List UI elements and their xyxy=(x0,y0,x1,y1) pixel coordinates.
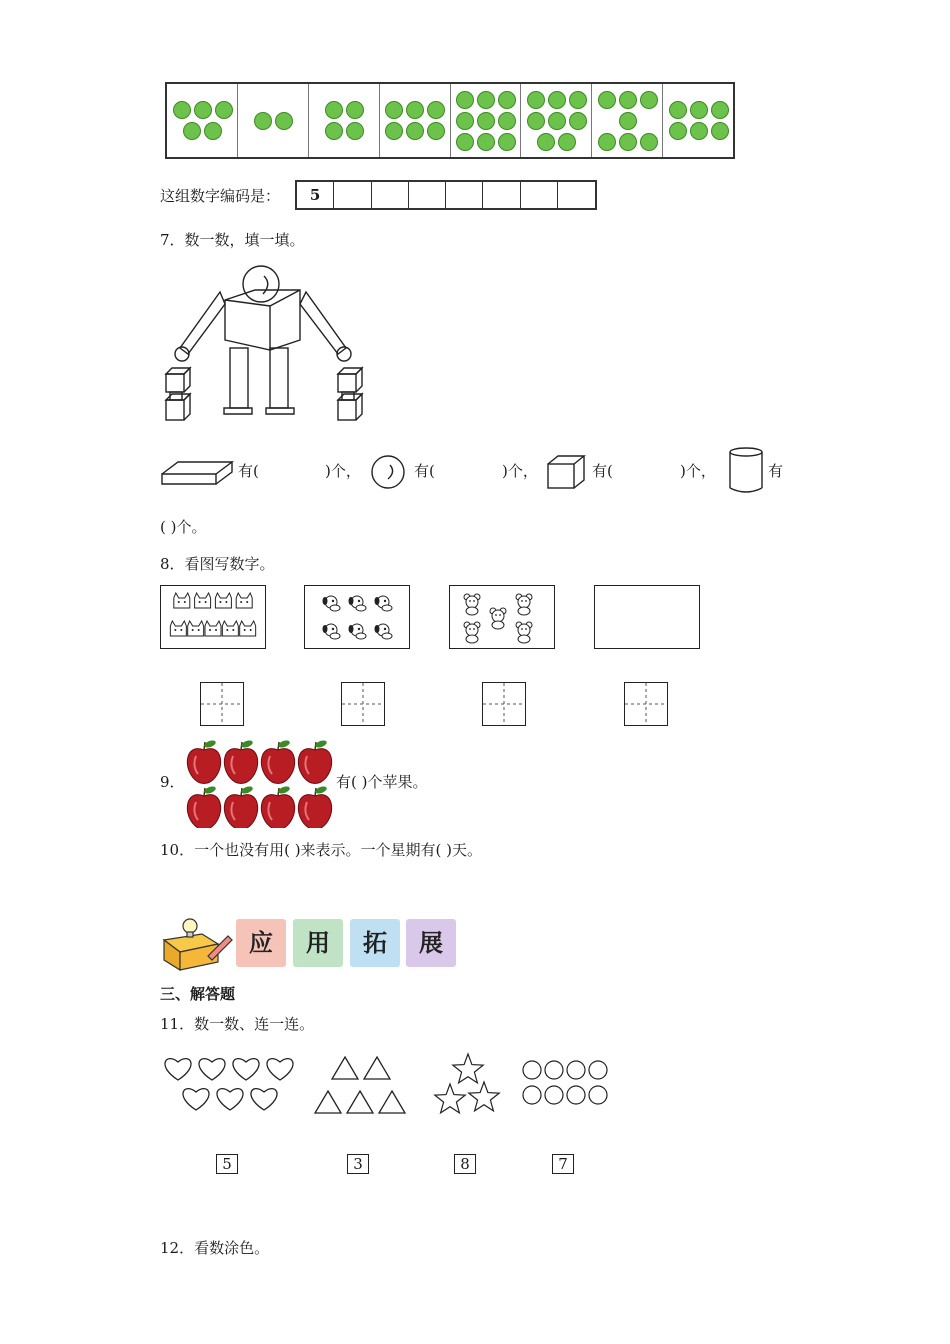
q7-fill-3: 有( xyxy=(592,462,613,480)
dog-icon xyxy=(349,596,367,611)
apple-icon xyxy=(224,739,257,783)
green-dot xyxy=(325,101,343,119)
cat-icon xyxy=(215,593,231,608)
hearts-group xyxy=(160,1050,300,1120)
circles-group xyxy=(520,1056,610,1110)
green-dot xyxy=(346,122,364,140)
cat-icon xyxy=(236,593,252,608)
green-dot xyxy=(173,101,191,119)
bear-icon xyxy=(516,622,532,643)
apple-icon xyxy=(224,785,257,828)
code-cell[interactable] xyxy=(521,182,558,208)
green-dot xyxy=(406,101,424,119)
apple-icon xyxy=(298,739,331,783)
cuboid-icon xyxy=(160,456,236,486)
answer-grid-box[interactable] xyxy=(482,682,526,726)
apple-icon xyxy=(187,785,220,828)
answer-grid-box[interactable] xyxy=(200,682,244,726)
dot-card xyxy=(451,84,522,157)
green-dot xyxy=(640,91,658,109)
green-dot xyxy=(558,133,576,151)
q7-fill-4: 有 xyxy=(768,462,784,480)
code-cell[interactable] xyxy=(446,182,483,208)
picture-box-empty xyxy=(594,585,700,649)
answer-grid-box[interactable] xyxy=(341,682,385,726)
green-dot xyxy=(456,91,474,109)
green-dot xyxy=(537,133,555,151)
q9-text: 有( )个苹果。 xyxy=(336,773,428,791)
cylinder-icon xyxy=(728,446,764,496)
cat-icon xyxy=(222,621,238,636)
answer-grid-box[interactable] xyxy=(624,682,668,726)
star-shape xyxy=(435,1084,465,1113)
code-label: 这组数字编码是： xyxy=(160,187,281,205)
cat-icon xyxy=(240,621,256,636)
q11-title: 11．数一数、连一连。 xyxy=(160,1015,315,1033)
green-dot xyxy=(619,91,637,109)
banner-tile: 用 xyxy=(293,919,343,967)
star-shape xyxy=(453,1054,483,1083)
bear-icon xyxy=(464,622,480,643)
cube-icon xyxy=(546,454,586,490)
green-dot xyxy=(215,101,233,119)
dot-card xyxy=(592,84,663,157)
heart-shape xyxy=(233,1059,259,1080)
apple-icon xyxy=(187,739,220,783)
circle-shape xyxy=(567,1061,585,1079)
cat-icon xyxy=(170,621,186,636)
cat-icon xyxy=(205,621,221,636)
dot-card xyxy=(663,84,733,157)
circle-shape xyxy=(567,1086,585,1104)
dog-icon xyxy=(349,624,367,639)
q7-fill-1-end: )个， xyxy=(325,462,361,480)
green-dot xyxy=(385,101,403,119)
q7-fill-1: 有( xyxy=(238,462,259,480)
green-dot xyxy=(385,122,403,140)
apple-icon xyxy=(261,739,294,783)
triangle-shape xyxy=(315,1091,341,1113)
bear-icon xyxy=(516,594,532,615)
number-box[interactable]: 3 xyxy=(347,1154,369,1174)
picture-box-dogs xyxy=(304,585,410,649)
code-cell[interactable] xyxy=(409,182,446,208)
code-cell[interactable] xyxy=(483,182,520,208)
green-dot xyxy=(498,133,516,151)
green-dot xyxy=(690,101,708,119)
green-dot xyxy=(477,91,495,109)
code-cell[interactable] xyxy=(334,182,371,208)
banner-tile: 展 xyxy=(406,919,456,967)
q7-line2: ( )个。 xyxy=(160,518,207,536)
heart-shape xyxy=(183,1089,209,1110)
picture-box-cats xyxy=(160,585,266,649)
triangles-group xyxy=(310,1050,410,1120)
green-dot xyxy=(254,112,272,130)
bear-group xyxy=(450,586,554,648)
q9-number: 9． xyxy=(160,773,185,791)
section-heading: 三、解答题 xyxy=(160,985,236,1003)
circle-shape xyxy=(545,1086,563,1104)
picture-box-bears xyxy=(449,585,555,649)
green-dot xyxy=(669,101,687,119)
green-dot xyxy=(569,112,587,130)
dog-group xyxy=(305,586,409,648)
green-dot xyxy=(669,122,687,140)
q7-fill-3-end: )个， xyxy=(680,462,716,480)
green-dot xyxy=(640,133,658,151)
green-dot xyxy=(548,112,566,130)
green-dot xyxy=(427,122,445,140)
green-dot xyxy=(619,112,637,130)
green-dot xyxy=(711,101,729,119)
green-dot xyxy=(456,133,474,151)
stars-group xyxy=(430,1050,504,1120)
triangle-shape xyxy=(379,1091,405,1113)
dot-card xyxy=(238,84,309,157)
number-box[interactable]: 8 xyxy=(454,1154,476,1174)
green-dot xyxy=(598,133,616,151)
green-dot xyxy=(204,122,222,140)
q8-title: 8．看图写数字。 xyxy=(160,555,275,573)
banner-tile: 应 xyxy=(236,919,286,967)
heart-shape xyxy=(165,1059,191,1080)
green-dot xyxy=(406,122,424,140)
green-dot xyxy=(183,122,201,140)
dot-card xyxy=(309,84,380,157)
dot-card xyxy=(521,84,592,157)
green-dot xyxy=(598,91,616,109)
green-dot xyxy=(527,91,545,109)
banner-tile: 拓 xyxy=(350,919,400,967)
circle-shape xyxy=(545,1061,563,1079)
q12-title: 12．看数涂色。 xyxy=(160,1239,270,1257)
code-cell: 5 xyxy=(297,182,334,208)
heart-shape xyxy=(199,1059,225,1080)
apple-icon xyxy=(261,785,294,828)
cat-icon xyxy=(174,593,190,608)
dot-card-strip xyxy=(165,82,735,159)
star-shape xyxy=(469,1082,499,1111)
green-dot xyxy=(569,91,587,109)
dog-icon xyxy=(323,596,341,611)
dog-icon xyxy=(375,596,393,611)
green-dot xyxy=(548,91,566,109)
green-dot xyxy=(711,122,729,140)
triangle-shape xyxy=(364,1057,390,1079)
code-cell[interactable] xyxy=(558,182,595,208)
dog-icon xyxy=(323,624,341,639)
green-dot xyxy=(690,122,708,140)
cat-icon xyxy=(195,593,211,608)
number-box[interactable]: 7 xyxy=(552,1154,574,1174)
dot-card xyxy=(167,84,238,157)
sphere-icon xyxy=(370,455,408,489)
green-dot xyxy=(477,112,495,130)
q7-fill-2-end: )个， xyxy=(502,462,538,480)
cat-group xyxy=(161,586,265,648)
dog-icon xyxy=(375,624,393,639)
heart-shape xyxy=(267,1059,293,1080)
q7-title: 7．数一数，填一填。 xyxy=(160,231,305,249)
robot-figure xyxy=(160,262,380,427)
triangle-shape xyxy=(347,1091,373,1113)
number-box[interactable]: 5 xyxy=(216,1154,238,1174)
heart-shape xyxy=(251,1089,277,1110)
dot-card xyxy=(380,84,451,157)
circle-shape xyxy=(523,1086,541,1104)
q7-fill-2: 有( xyxy=(414,462,435,480)
green-dot xyxy=(456,112,474,130)
green-dot xyxy=(346,101,364,119)
q10-text: 10．一个也没有用( )来表示。一个星期有( )天。 xyxy=(160,841,483,859)
green-dot xyxy=(325,122,343,140)
green-dot xyxy=(527,112,545,130)
green-dot xyxy=(194,101,212,119)
code-cell[interactable] xyxy=(372,182,409,208)
green-dot xyxy=(619,133,637,151)
heart-shape xyxy=(217,1089,243,1110)
toolbox-bulb-icon xyxy=(158,914,234,972)
cat-icon xyxy=(188,621,204,636)
green-dot xyxy=(275,112,293,130)
circle-shape xyxy=(589,1086,607,1104)
apple-group xyxy=(184,736,340,828)
apple-icon xyxy=(298,785,331,828)
circle-shape xyxy=(589,1061,607,1079)
circle-shape xyxy=(523,1061,541,1079)
green-dot xyxy=(498,91,516,109)
green-dot xyxy=(477,133,495,151)
triangle-shape xyxy=(332,1057,358,1079)
bear-icon xyxy=(464,594,480,615)
green-dot xyxy=(427,101,445,119)
code-answer-boxes xyxy=(295,180,597,210)
green-dot xyxy=(498,112,516,130)
bear-icon xyxy=(490,608,506,629)
